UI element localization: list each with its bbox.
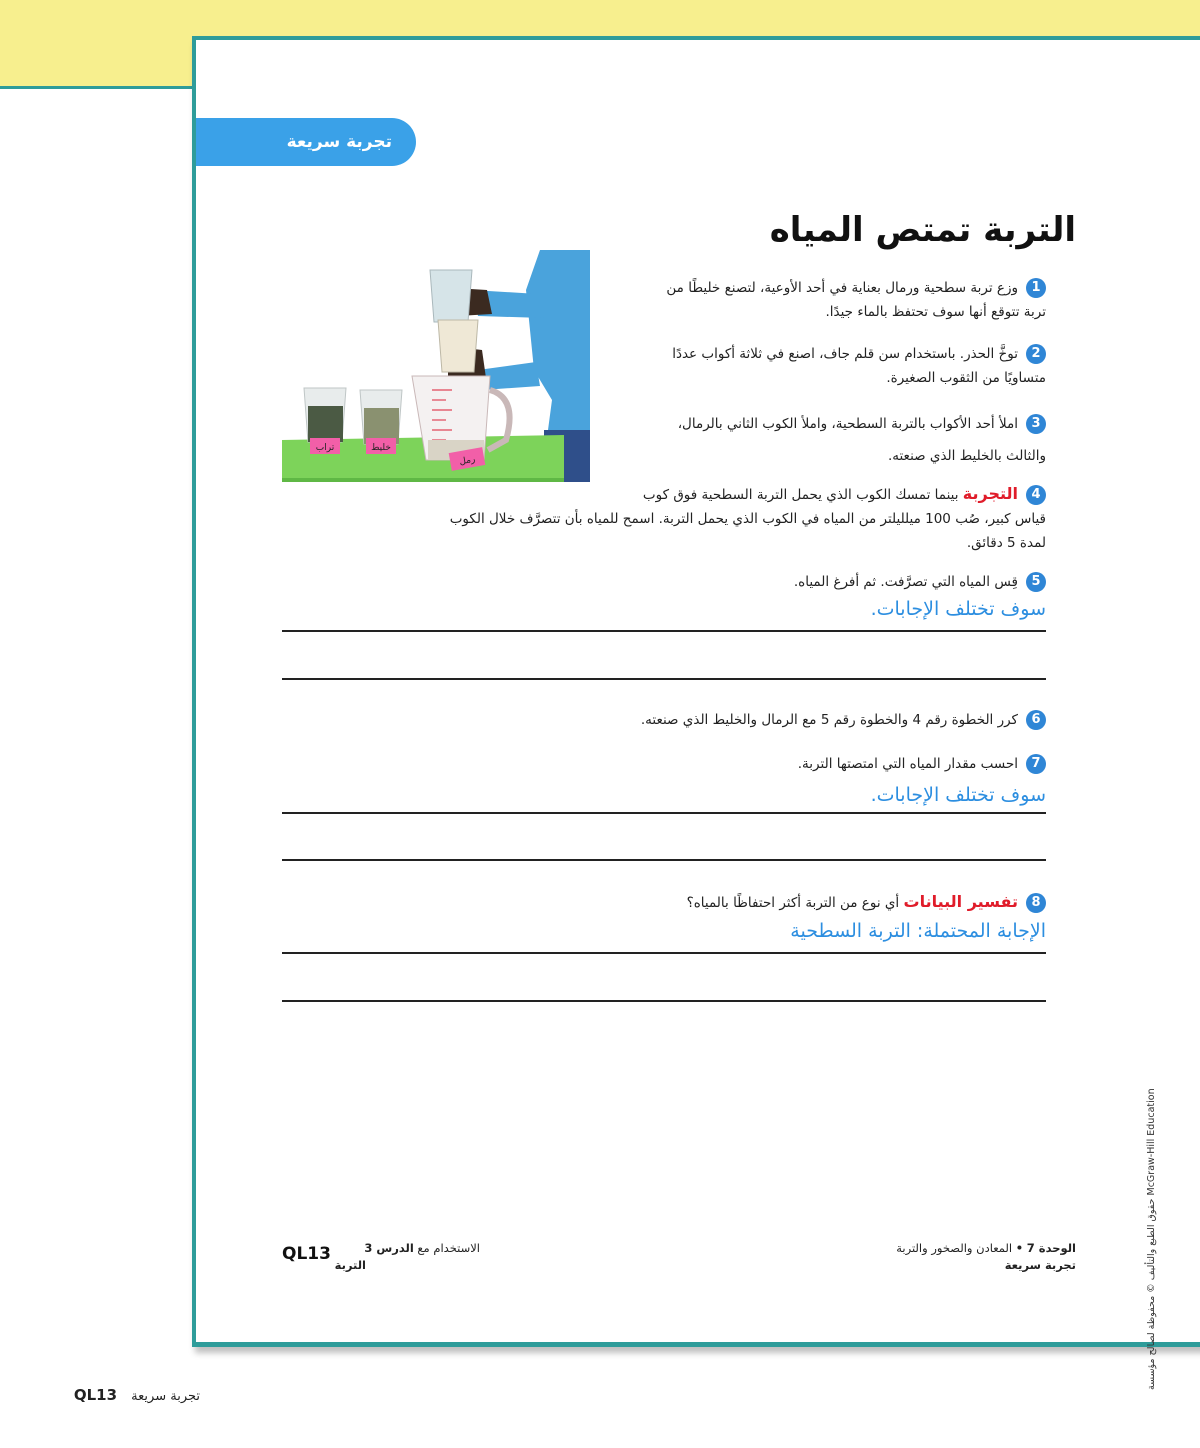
banner-label: تجربة سريعة — [286, 132, 392, 152]
answer-line — [282, 812, 1046, 814]
experiment-photo — [282, 250, 590, 482]
unit-label: الوحدة 7 — [1026, 1241, 1076, 1255]
step-4: 4التجربة بينما تمسك الكوب الذي يحمل التربة السطحية فوق كوب قياس كبير، صُب 100 ميلليلتر من المياه في الكوب الذي يحمل التربة. اسمح للمياه بأن تتصرَّف خلال الكوب لمدة 5 دقائق. — [449, 484, 1046, 551]
step-number: 7 — [1026, 754, 1046, 774]
unit-separator: • — [1015, 1241, 1024, 1255]
label-soil: تراب — [315, 443, 335, 453]
step-6: 6كرر الخطوة رقم 4 والخطوة رقم 5 مع الرمال والخليط الذي صنعته. — [266, 708, 1046, 732]
step-number: 1 — [1026, 278, 1046, 298]
unit-footer — [776, 1240, 1076, 1274]
label-sand: رمل — [458, 454, 477, 468]
answer-line — [282, 630, 1046, 632]
step-1: 1وزع تربة سطحية ورمال بعناية في أحد الأوعية، لتصنع خليطًا من تربة تتوقع أنها سوف تحتفظ بالماء جيدًا. — [666, 280, 1046, 320]
unit-subtitle: تجربة سريعة — [1004, 1258, 1076, 1272]
step-keyword: تفسير البيانات — [903, 892, 1018, 911]
unit-title: المعادن والصخور والتربة — [896, 1241, 1013, 1255]
step-number: 4 — [1026, 485, 1046, 505]
lesson-label: الدرس 3 — [364, 1241, 414, 1255]
section-banner — [196, 118, 416, 166]
copyright-text: حقوق الطبع والتأليف © محفوظة لصالح مؤسسة McGraw-Hill Education — [1146, 1088, 1157, 1390]
page-title: التربة تمتص المياه — [769, 210, 1076, 250]
step-keyword: التجربة — [962, 484, 1018, 503]
outer-footer-label: تجربة سريعة — [131, 1389, 200, 1404]
answer-line — [282, 952, 1046, 954]
outer-page-code: QL13 — [73, 1386, 118, 1404]
step-8: 8تفسير البيانات أي نوع من التربة أكثر احتفاظًا بالمياه؟ — [266, 890, 1046, 915]
use-with: الاستخدام مع — [417, 1241, 480, 1255]
step-number: 3 — [1026, 414, 1046, 434]
answer-line — [282, 859, 1046, 861]
answer-line — [282, 678, 1046, 680]
answer-step-7: سوف تختلف الإجابات. — [870, 784, 1046, 806]
step-number: 6 — [1026, 710, 1046, 730]
inner-page-code: QL13 — [282, 1244, 331, 1264]
answer-line — [282, 1000, 1046, 1002]
answer-step-8: الإجابة المحتملة: التربة السطحية — [790, 920, 1046, 942]
step-5: 5قِس المياه التي تصرَّفت. ثم أفرغ المياه. — [266, 570, 1046, 594]
step-number: 5 — [1026, 572, 1046, 592]
lesson-title: التربة — [334, 1258, 366, 1272]
left-teal-line — [0, 86, 192, 89]
label-mix: خليط — [371, 443, 391, 453]
outer-footer — [60, 1386, 200, 1404]
answer-step-5: سوف تختلف الإجابات. — [870, 598, 1046, 620]
step-3: 3املأ أحد الأكواب بالتربة السطحية، واملأ الكوب الثاني بالرمال، والثالث بالخليط الذي صنعته. — [677, 416, 1046, 464]
step-number: 8 — [1026, 893, 1046, 913]
step-number: 2 — [1026, 344, 1046, 364]
step-2: 2توخَّ الحذر. باستخدام سن قلم جاف، اصنع في ثلاثة أكواب عددًا متساويًا من الثقوب الصغيرة. — [672, 346, 1046, 386]
experiment-illustration — [282, 250, 590, 482]
step-7: 7احسب مقدار المياه التي امتصتها التربة. — [266, 752, 1046, 776]
